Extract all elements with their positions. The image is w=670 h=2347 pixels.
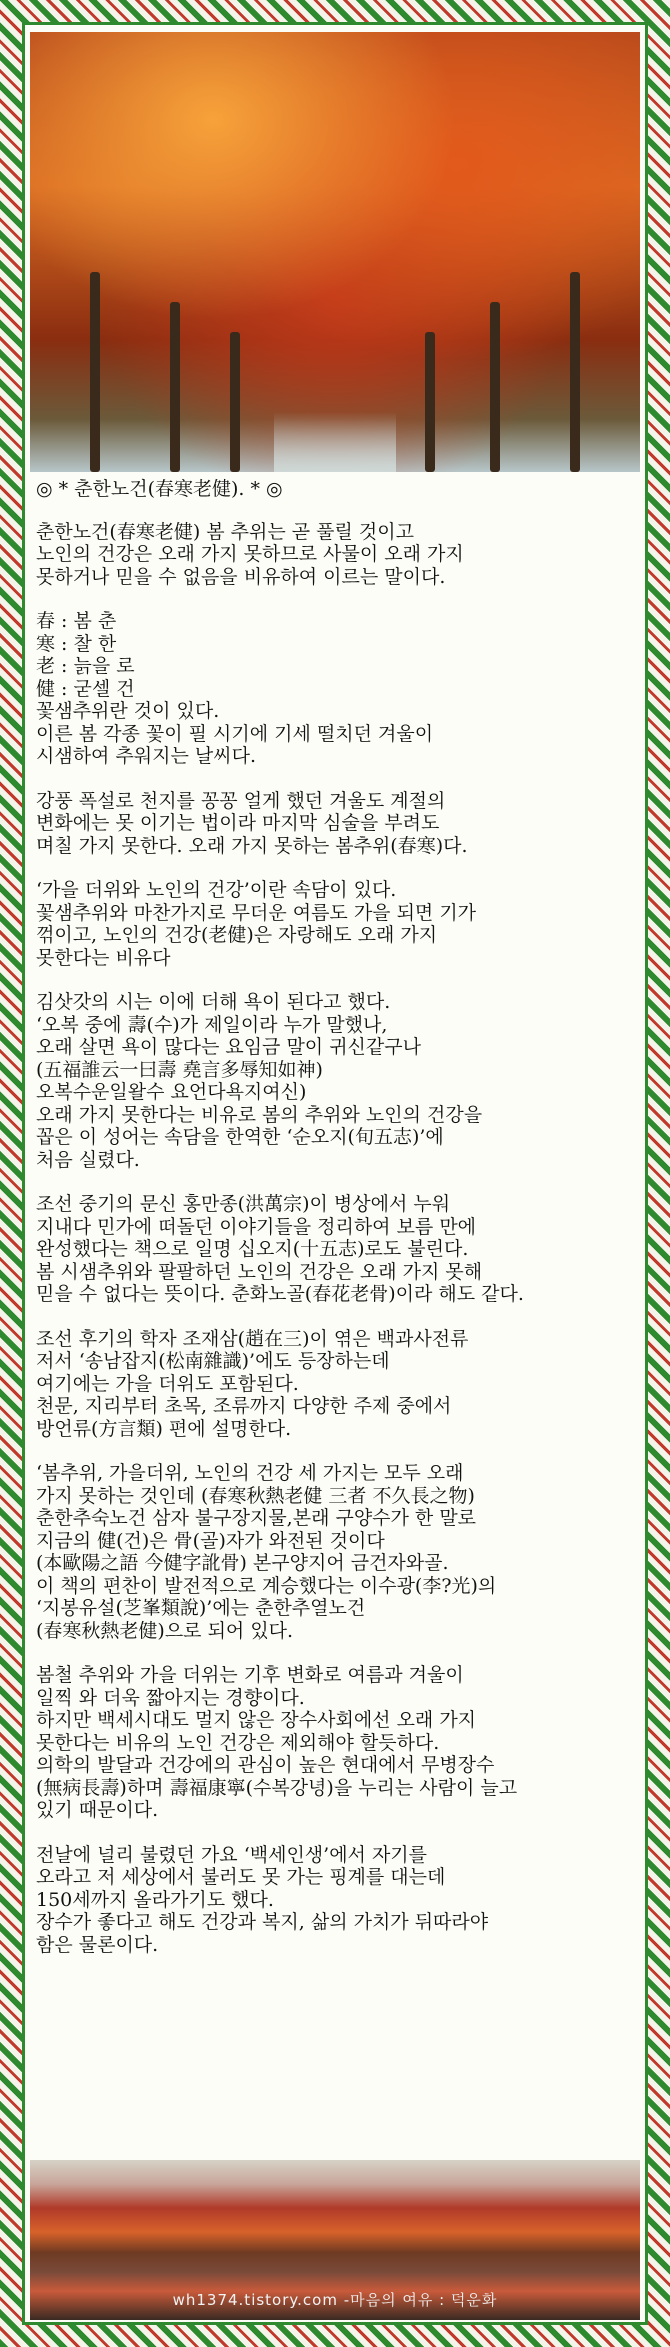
footer-caption: wh1374.tistory.com -마음의 여유 : 덕운화 [172, 2291, 498, 2309]
text-line: 春 : 봄 춘 [36, 610, 117, 632]
paragraph [36, 521, 636, 589]
article-body [36, 521, 636, 1957]
text-line: 일찍 와 더욱 짧아지는 경향이다. [36, 1686, 305, 1709]
text-line: ‘봄추위, 가을더위, 노인의 건강 세 가지는 모두 오래 [36, 1462, 464, 1484]
text-line: 못한다는 비유다 [36, 946, 171, 969]
text-line: 오래 가지 못한다는 비유로 봄의 추위와 노인의 건강을 [36, 1103, 483, 1126]
paragraph [36, 790, 636, 858]
text-line: 완성했다는 책으로 일명 십오지(十五志)로도 불린다. [36, 1238, 469, 1260]
paragraph [36, 1328, 636, 1441]
text-line: 寒 : 찰 한 [36, 632, 117, 655]
paragraph [36, 879, 636, 969]
text-line: 노인의 건강은 오래 가지 못하므로 사물이 오래 가지 [36, 543, 464, 565]
text-line: 꽃샘추위와 마찬가지로 무더운 여름도 가을 되면 기가 [36, 901, 477, 924]
text-line: 변화에는 못 이기는 법이라 마지막 심술을 부려도 [36, 812, 440, 834]
text-line: 꼽은 이 성어는 속담을 한역한 ‘순오지(旬五志)’에 [36, 1126, 444, 1148]
paragraph [36, 1664, 636, 1822]
text-line: ‘가을 더위와 노인의 건강’이란 속담이 있다. [36, 879, 397, 901]
text-line: (無病長壽)하며 壽福康寧(수복강녕)을 누리는 사람이 늘고 [36, 1776, 518, 1799]
text-line: 장수가 좋다고 해도 건강과 복지, 삶의 가치가 뒤따라야 [36, 1911, 489, 1933]
text-line: 믿을 수 없다는 뜻이다. 춘화노골(春花老骨)이라 해도 같다. [36, 1283, 524, 1305]
text-line: 꺾이고, 노인의 건강(老健)은 자랑해도 오래 가지 [36, 924, 438, 946]
text-line: (春寒秋熱老健)으로 되어 있다. [36, 1619, 294, 1642]
autumn-trees-image [30, 32, 640, 472]
text-line: 健 : 굳셀 건 [36, 677, 135, 700]
text-line: 꽃샘추위란 것이 있다. [36, 700, 220, 722]
text-line: (五福誰云一曰壽 堯言多辱知如神) [36, 1058, 323, 1081]
text-line: 여기에는 가을 더위도 포함된다. [36, 1372, 299, 1395]
text-line: 150세까지 올라가기도 했다. [36, 1888, 274, 1911]
text-line: 하지만 백세시대도 멀지 않은 장수사회에선 오래 가지 [36, 1709, 477, 1731]
text-line: 김삿갓의 시는 이에 더해 욕이 된다고 했다. [36, 991, 391, 1013]
text-line: 가지 못하는 것인데 (春寒秋熱老健 三者 不久長之物) [36, 1484, 475, 1507]
text-line: 이 책의 편찬이 발전적으로 계승했다는 이수광(李?光)의 [36, 1574, 497, 1597]
article-title: ◎ * 춘한노건(春寒老健). * ◎ [36, 478, 283, 500]
text-line: ‘지봉유설(芝峯類說)’에는 춘한추열노건 [36, 1597, 366, 1619]
text-line: 지내다 민가에 떠돌던 이야기들을 정리하여 보름 만에 [36, 1215, 477, 1238]
paragraph [36, 1462, 636, 1642]
text-line: 이른 봄 각종 꽃이 필 시기에 기세 떨치던 겨울이 [36, 722, 434, 745]
text-line: 오래 살면 욕이 많다는 요임금 말이 귀신같구나 [36, 1036, 421, 1058]
text-line: 저서 ‘송남잡지(松南雜識)’에도 등장하는데 [36, 1350, 390, 1372]
text-line: 오라고 저 세상에서 불러도 못 가는 핑계를 대는데 [36, 1866, 446, 1888]
text-line: 강풍 폭설로 천지를 꽁꽁 얼게 했던 겨울도 계절의 [36, 789, 446, 812]
autumn-lake-image [30, 2160, 640, 2320]
text-line: 봄 시샘추위와 팔팔하던 노인의 건강은 오래 가지 못해 [36, 1260, 483, 1283]
text-line: 오복수운일왈수 요언다욕지여신) [36, 1081, 307, 1103]
text-line: 처음 실렸다. [36, 1148, 140, 1171]
text-line: 의학의 발달과 건강에의 관심이 높은 현대에서 무병장수 [36, 1754, 495, 1776]
text-line: 천문, 지리부터 초목, 조류까지 다양한 주제 중에서 [36, 1395, 452, 1417]
text-line: 조선 후기의 학자 조재삼(趙在三)이 엮은 백과사전류 [36, 1327, 469, 1350]
text-line: (本歐陽之語 今健字訛骨) 본구양지어 금건자와골. [36, 1552, 449, 1574]
text-line: 지금의 健(건)은 骨(골)자가 와전된 것이다 [36, 1529, 385, 1552]
text-line: 방언류(方言類) 편에 설명한다. [36, 1417, 292, 1440]
text-line: 못한다는 비유의 노인 건강은 제외해야 할듯하다. [36, 1731, 440, 1754]
text-line: 조선 중기의 문신 홍만종(洪萬宗)이 병상에서 누워 [36, 1193, 451, 1215]
text-line: 전날에 널리 불렸던 가요 ‘백세인생’에서 자기를 [36, 1843, 428, 1866]
text-line: 봄철 추위와 가을 더위는 기후 변화로 여름과 겨울이 [36, 1664, 464, 1686]
paragraph [36, 1844, 636, 1957]
paragraph [36, 1193, 636, 1306]
text-line: 함은 물론이다. [36, 1933, 159, 1956]
paragraph [36, 991, 636, 1171]
article-text [36, 478, 636, 1978]
text-line: 며칠 가지 못한다. 오래 가지 못하는 봄추위(春寒)다. [36, 834, 468, 857]
text-line: 춘한추숙노건 삼자 불구장지물,본래 구양수가 한 말로 [36, 1507, 477, 1529]
text-line: 못하거나 믿을 수 없음을 비유하여 이르는 말이다. [36, 565, 446, 588]
paragraph [36, 610, 636, 768]
text-line: 老 : 늙을 로 [36, 655, 135, 677]
text-line: 시샘하여 추워지는 날씨다. [36, 745, 257, 767]
text-line: 춘한노건(春寒老健) 봄 추위는 곧 풀릴 것이고 [36, 520, 414, 543]
text-line: ‘오복 중에 壽(수)가 제일이라 누가 말했나, [36, 1013, 388, 1036]
text-line: 있기 때문이다. [36, 1799, 159, 1821]
